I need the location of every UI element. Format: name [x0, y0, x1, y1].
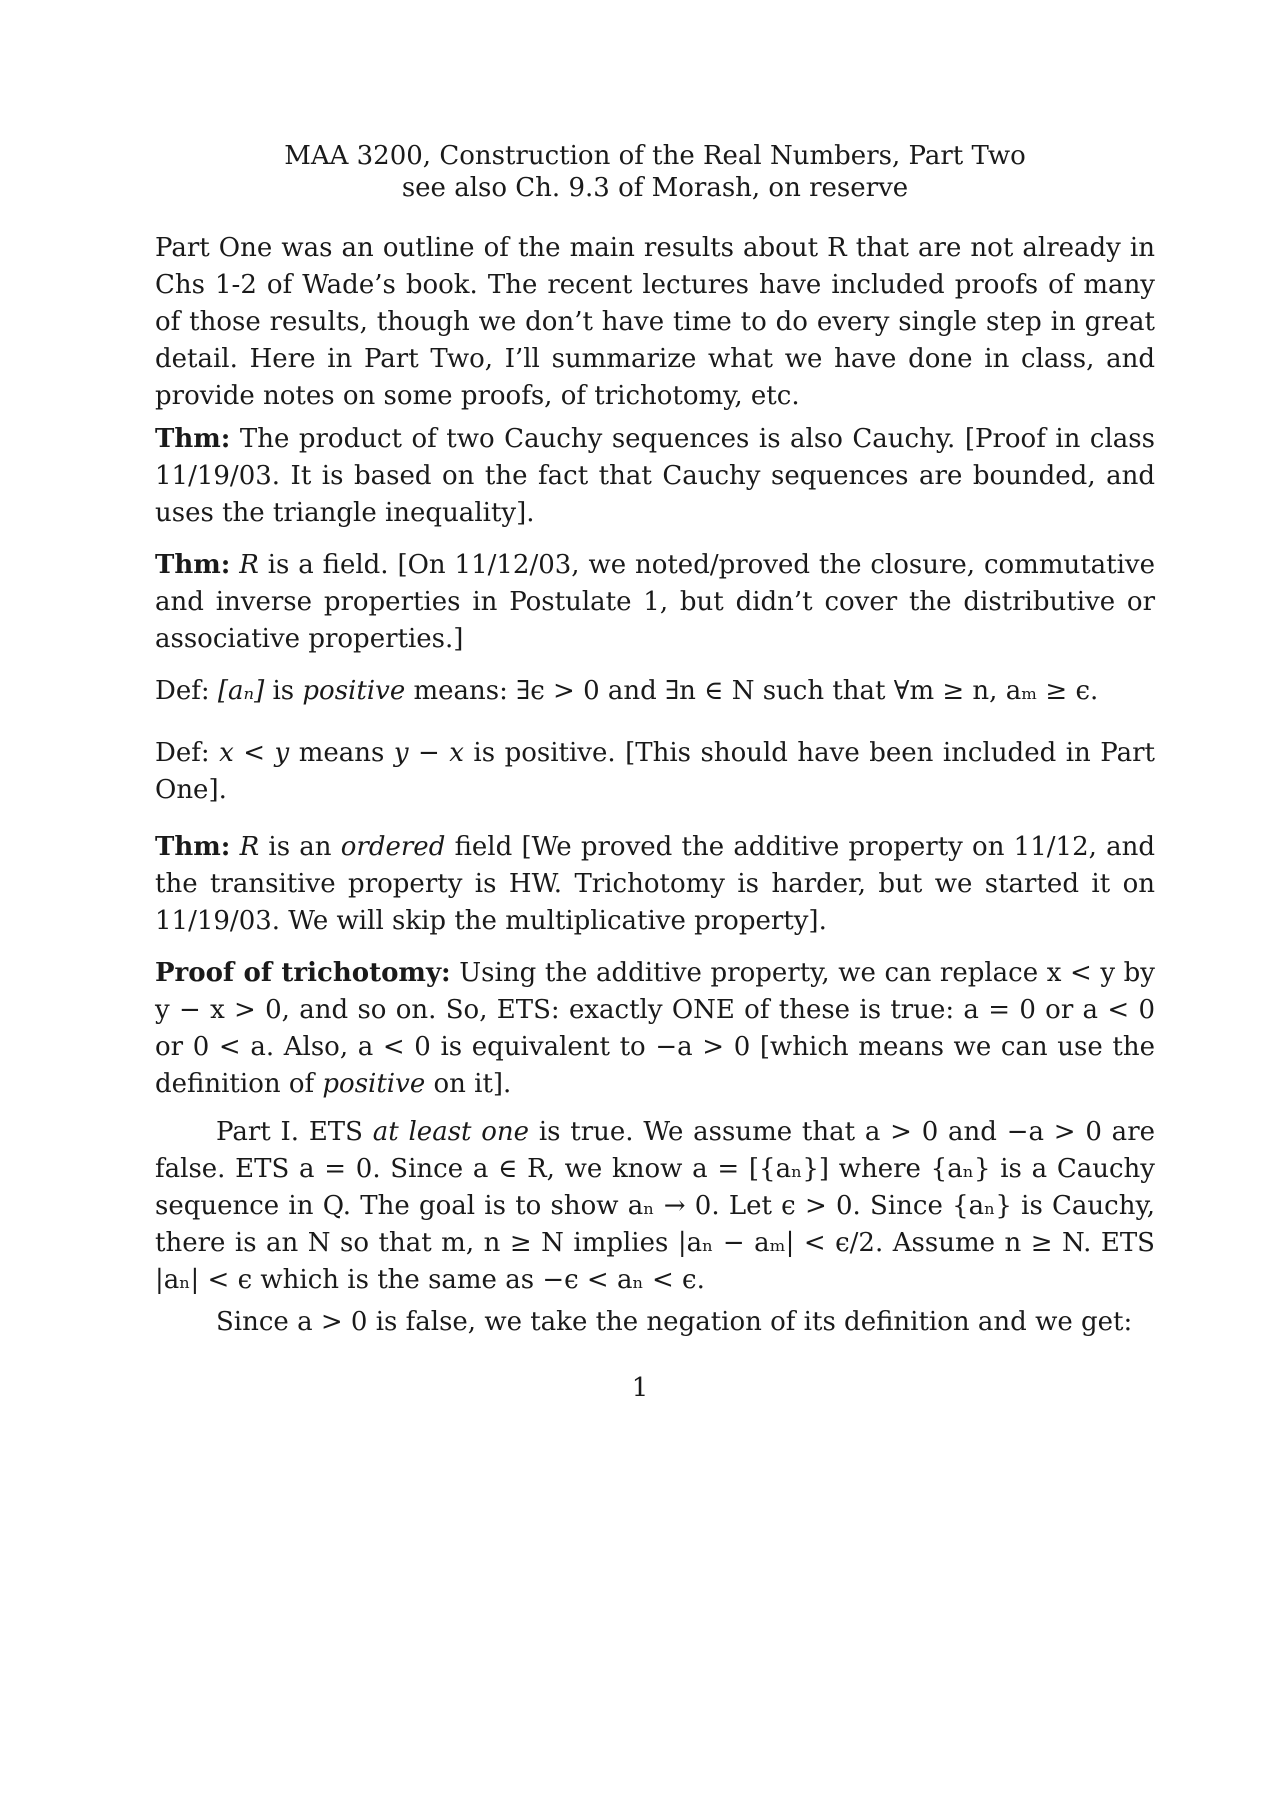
page-number: 1	[631, 1373, 649, 1403]
theorem-text: The product of two Cauchy sequences is also Cauchy. [Proof in class 11/19/03. It is based on the fact that Cauchy sequences are bounded, and uses the triangle inequality].	[155, 424, 1155, 528]
proof-label: Proof of trichotomy:	[155, 958, 451, 988]
math-expr: [aₙ]	[217, 676, 265, 706]
proof-part-one	[155, 1114, 1155, 1299]
proof-text: Part I. ETS	[216, 1117, 373, 1147]
defined-term: positive	[322, 1069, 426, 1099]
theorem-ordered-field	[155, 829, 1155, 940]
definition-text: means: ∃ϵ > 0 and ∃n ∈ N such that ∀m ≥ n, aₘ ≥ ϵ.	[405, 676, 1099, 706]
math-var: R	[239, 550, 259, 580]
theorem-field	[155, 547, 1155, 658]
proof-text: on it].	[425, 1069, 512, 1099]
definition-less-than	[155, 735, 1155, 809]
page-title: MAA 3200, Construction of the Real Numbers, Part Two	[284, 141, 1026, 171]
theorem-label: Thm:	[155, 424, 231, 454]
negation-paragraph: Since a > 0 is false, we take the negation of its definition and we get:	[216, 1307, 1133, 1337]
math-var: R	[239, 832, 260, 862]
definition-positive	[155, 673, 1155, 710]
defined-term: positive	[302, 676, 406, 706]
theorem-cauchy-product	[155, 421, 1155, 532]
theorem-text: is an	[259, 832, 341, 862]
math-expr: x < y	[219, 738, 290, 768]
theorem-text: is a field. [On 11/12/03, we noted/proved the closure, commutative and inverse properties in Postulate 1, but didn’t cover the distributive or associative properties.]	[155, 550, 1156, 654]
proof-trichotomy	[155, 955, 1155, 1103]
proof-text: is true. We assume that a > 0 and −a > 0 are false. ETS a = 0. Since a ∈ R, we know a = [{aₙ}] where {aₙ} is a Cauchy sequence in Q. The goal is to show aₙ → 0. Let ϵ > 0. Since {aₙ} is Cauchy, there is an N so that m, n ≥ N implies |aₙ − aₘ| < ϵ/2. Assume n ≥ N. ETS |aₙ| < ϵ which is the same as −ϵ < aₙ < ϵ.	[155, 1117, 1156, 1295]
theorem-label: Thm:	[155, 550, 231, 580]
definition-text: means	[289, 738, 394, 768]
intro-paragraph: Part One was an outline of the main results about R that are not already in Chs 1-2 of Wade’s book. The recent lectures have included proofs of many of those results, though we don’t have time to do every single step in great detail. Here in Part Two, I’ll summarize what we have done in class, and provide notes on some proofs, of trichotomy, etc.	[155, 233, 1155, 411]
definition-text: is	[264, 676, 303, 706]
definition-label: Def:	[155, 676, 218, 706]
emphasis-text: at least one	[372, 1117, 530, 1147]
theorem-label: Thm:	[155, 832, 231, 862]
theorem-text: field [We proved the additive property on 11/12, and the transitive property is HW. Trichotomy is harder, but we started it on 11/19/03. We will skip the multiplicative property].	[155, 832, 1155, 936]
definition-label: Def:	[155, 738, 220, 768]
page-subtitle: see also Ch. 9.3 of Morash, on reserve	[401, 173, 909, 203]
math-expr: y − x	[393, 738, 464, 768]
definition-text: is positive. [This should have been included in Part One].	[155, 738, 1155, 805]
defined-term: ordered	[340, 832, 446, 862]
proof-text: Using the additive property, we can replace x < y by y − x > 0, and so on. So, ETS: exactly ONE of these is true: a = 0 or a < 0 or 0 < a. Also, a < 0 is equivalent to −a > 0 [which means we can use the definition of	[155, 958, 1155, 1099]
